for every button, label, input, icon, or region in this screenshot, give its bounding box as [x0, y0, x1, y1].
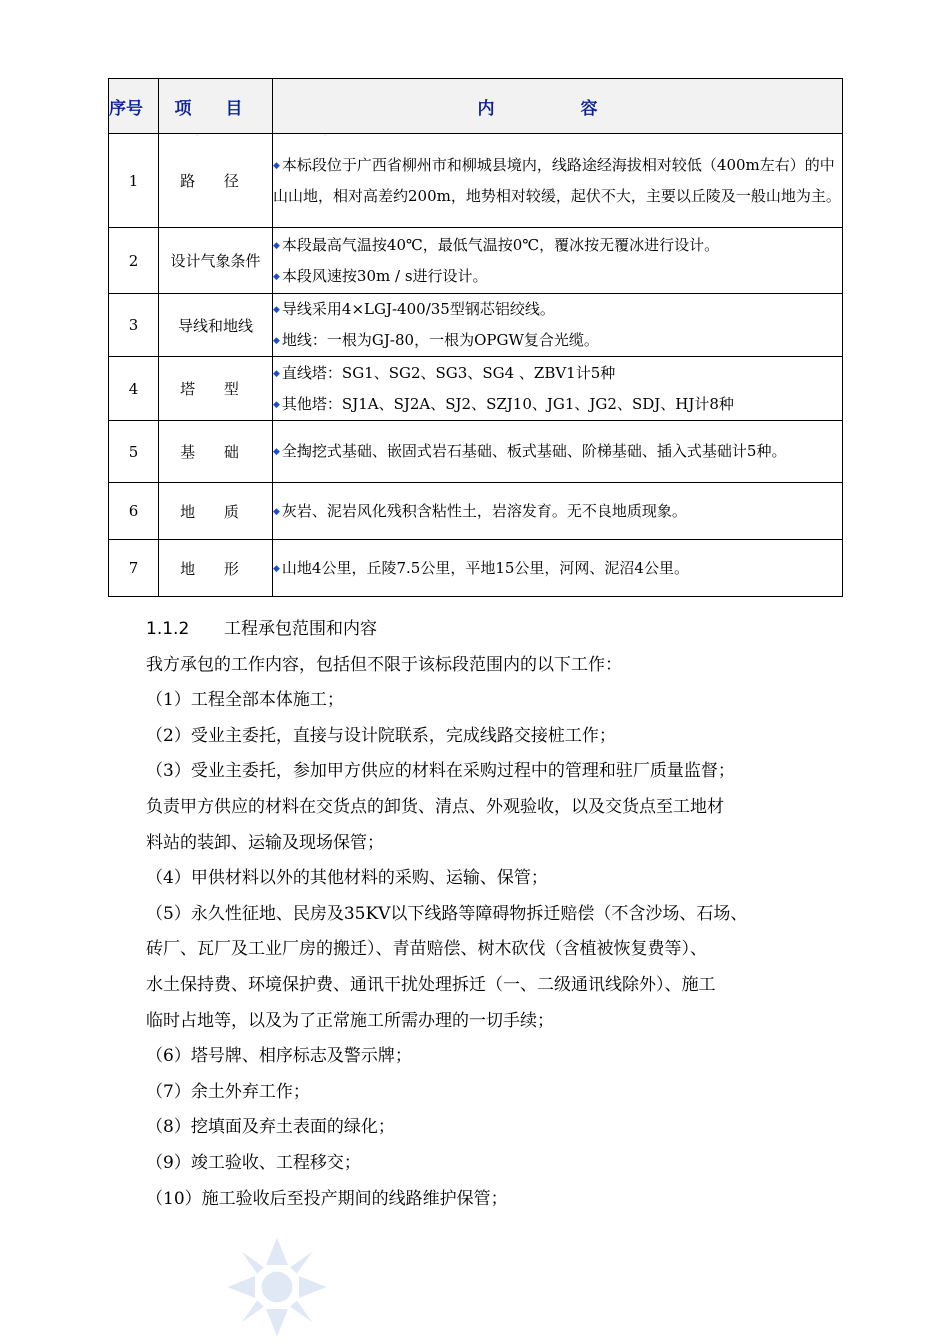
table-row — [109, 294, 843, 357]
row-number: 7 — [109, 540, 159, 597]
row-content — [273, 483, 843, 540]
paragraph: （2）受业主委托，直接与设计院联系，完成线路交接桩工作； — [146, 725, 616, 746]
content-line: 导线采用4×LGJ-400/35型钢芯铝绞线。 — [281, 300, 555, 318]
diamond-bullet-icon: ◆ — [273, 399, 280, 410]
content-line: 山地4公里，丘陵7.5公里，平地15公里，河网、泥沼4公里。 — [281, 558, 689, 577]
row-content — [273, 357, 843, 421]
section-heading — [146, 612, 836, 648]
header-content: 内 容 — [273, 79, 843, 134]
paragraph: （10）施工验收后至投产期间的线路维护保管； — [146, 1188, 508, 1209]
row-item: 塔 型 — [159, 357, 273, 421]
body-section — [146, 612, 836, 1217]
content-line: 地线：一根为GJ-80，一根为OPGW复合光缆。 — [281, 331, 599, 349]
table-row — [109, 540, 843, 597]
project-spec-table — [108, 78, 843, 597]
paragraph: 砖厂、瓦厂及工业厂房的搬迁）、青苗赔偿、树木砍伐（含植被恢复费等）、 — [146, 939, 707, 960]
row-item: 路 径 — [159, 134, 273, 228]
table-header-row — [109, 79, 843, 134]
diamond-bullet-icon: ◆ — [273, 506, 280, 517]
content-line: 本段最高气温按40℃，最低气温按0℃，覆冰按无覆冰进行设计。 — [281, 235, 720, 254]
table-row — [109, 228, 843, 294]
content-line: 全掏挖式基础、嵌固式岩石基础、板式基础、阶梯基础、插入式基础计5种。 — [281, 442, 787, 460]
diamond-bullet-icon: ◆ — [273, 271, 280, 282]
snowflake-watermark-icon — [222, 1232, 332, 1342]
paragraph: （1）工程全部本体施工； — [146, 690, 344, 711]
diamond-bullet-icon: ◆ — [273, 305, 280, 315]
paragraph: 水土保持费、环境保护费、通讯干扰处理拆迁（一、二级通讯线除外）、施工 — [146, 974, 716, 995]
header-serial-no: 序号 — [109, 79, 159, 134]
diamond-bullet-icon: ◆ — [273, 368, 280, 379]
row-number: 6 — [109, 483, 159, 540]
paragraph: （8）挖填面及弃土表面的绿化； — [146, 1117, 395, 1138]
diamond-bullet-icon: ◆ — [273, 336, 280, 346]
row-content — [273, 134, 843, 228]
row-number: 3 — [109, 294, 159, 357]
row-content — [273, 540, 843, 597]
section-title: 工程承包范围和内容 — [224, 619, 377, 639]
paragraph: （6）塔号牌、相序标志及警示牌； — [146, 1046, 412, 1067]
paragraph: 我方承包的工作内容，包括但不限于该标段范围内的以下工作： — [146, 654, 622, 675]
table-row — [109, 357, 843, 421]
table-row — [109, 421, 843, 483]
row-content — [273, 421, 843, 483]
paragraph: 临时占地等，以及为了正常施工所需办理的一切手续； — [146, 1010, 554, 1031]
content-line: 本段风速按30m / s进行设计。 — [281, 266, 488, 285]
content-line: 灰岩、泥岩风化残积含粘性土，岩溶发育。无不良地质现象。 — [281, 501, 687, 520]
row-item: 地 形 — [159, 540, 273, 597]
paragraph: （3）受业主委托，参加甲方供应的材料在采购过程中的管理和驻厂质量监督； — [146, 761, 735, 782]
paragraph: （9）竣工验收、工程移交； — [146, 1152, 361, 1173]
diamond-bullet-icon: ◆ — [273, 447, 280, 457]
diamond-bullet-icon: ◆ — [273, 563, 280, 574]
content-line: 直线塔：SG1、SG2、SG3、SG4 、ZBV1计5种 — [281, 363, 616, 382]
content-line: 本标段位于广西省柳州市和柳城县境内，线路途经海拔相对较低（400m左右）的中山山地，相对高差约200m，地势相对较缓，起伏不大，主要以丘陵及一般山地为主。 — [273, 156, 841, 205]
paragraph: （7）余土外弃工作； — [146, 1081, 310, 1102]
header-item: 项 目 — [159, 79, 273, 134]
row-item: 基 础 — [159, 421, 273, 483]
paragraph: （4）甲供材料以外的其他材料的采购、运输、保管； — [146, 868, 548, 889]
content-line: 其他塔：SJ1A、SJ2A、SJ2、SZJ10、JG1、JG2、SDJ、HJ计8种 — [281, 394, 734, 413]
table-row — [109, 134, 843, 228]
row-number: 2 — [109, 228, 159, 294]
section-number: 1.1.2 — [146, 619, 190, 639]
row-content — [273, 228, 843, 294]
table-row — [109, 483, 843, 540]
row-number: 5 — [109, 421, 159, 483]
diamond-bullet-icon: ◆ — [273, 240, 280, 251]
row-item: 地 质 — [159, 483, 273, 540]
paragraph: （5）永久性征地、民房及35KV以下线路等障碍物拆迁赔偿（不含沙场、石场、 — [146, 903, 748, 924]
row-content — [273, 294, 843, 357]
diamond-bullet-icon: ◆ — [273, 161, 280, 171]
paragraph: 料站的装卸、运输及现场保管； — [146, 832, 384, 853]
row-number: 4 — [109, 357, 159, 421]
row-item: 设计气象条件 — [159, 228, 273, 294]
paragraph: 负责甲方供应的材料在交货点的卸货、清点、外观验收，以及交货点至工地材 — [146, 796, 724, 817]
row-item: 导线和地线 — [159, 294, 273, 357]
row-number: 1 — [109, 134, 159, 228]
